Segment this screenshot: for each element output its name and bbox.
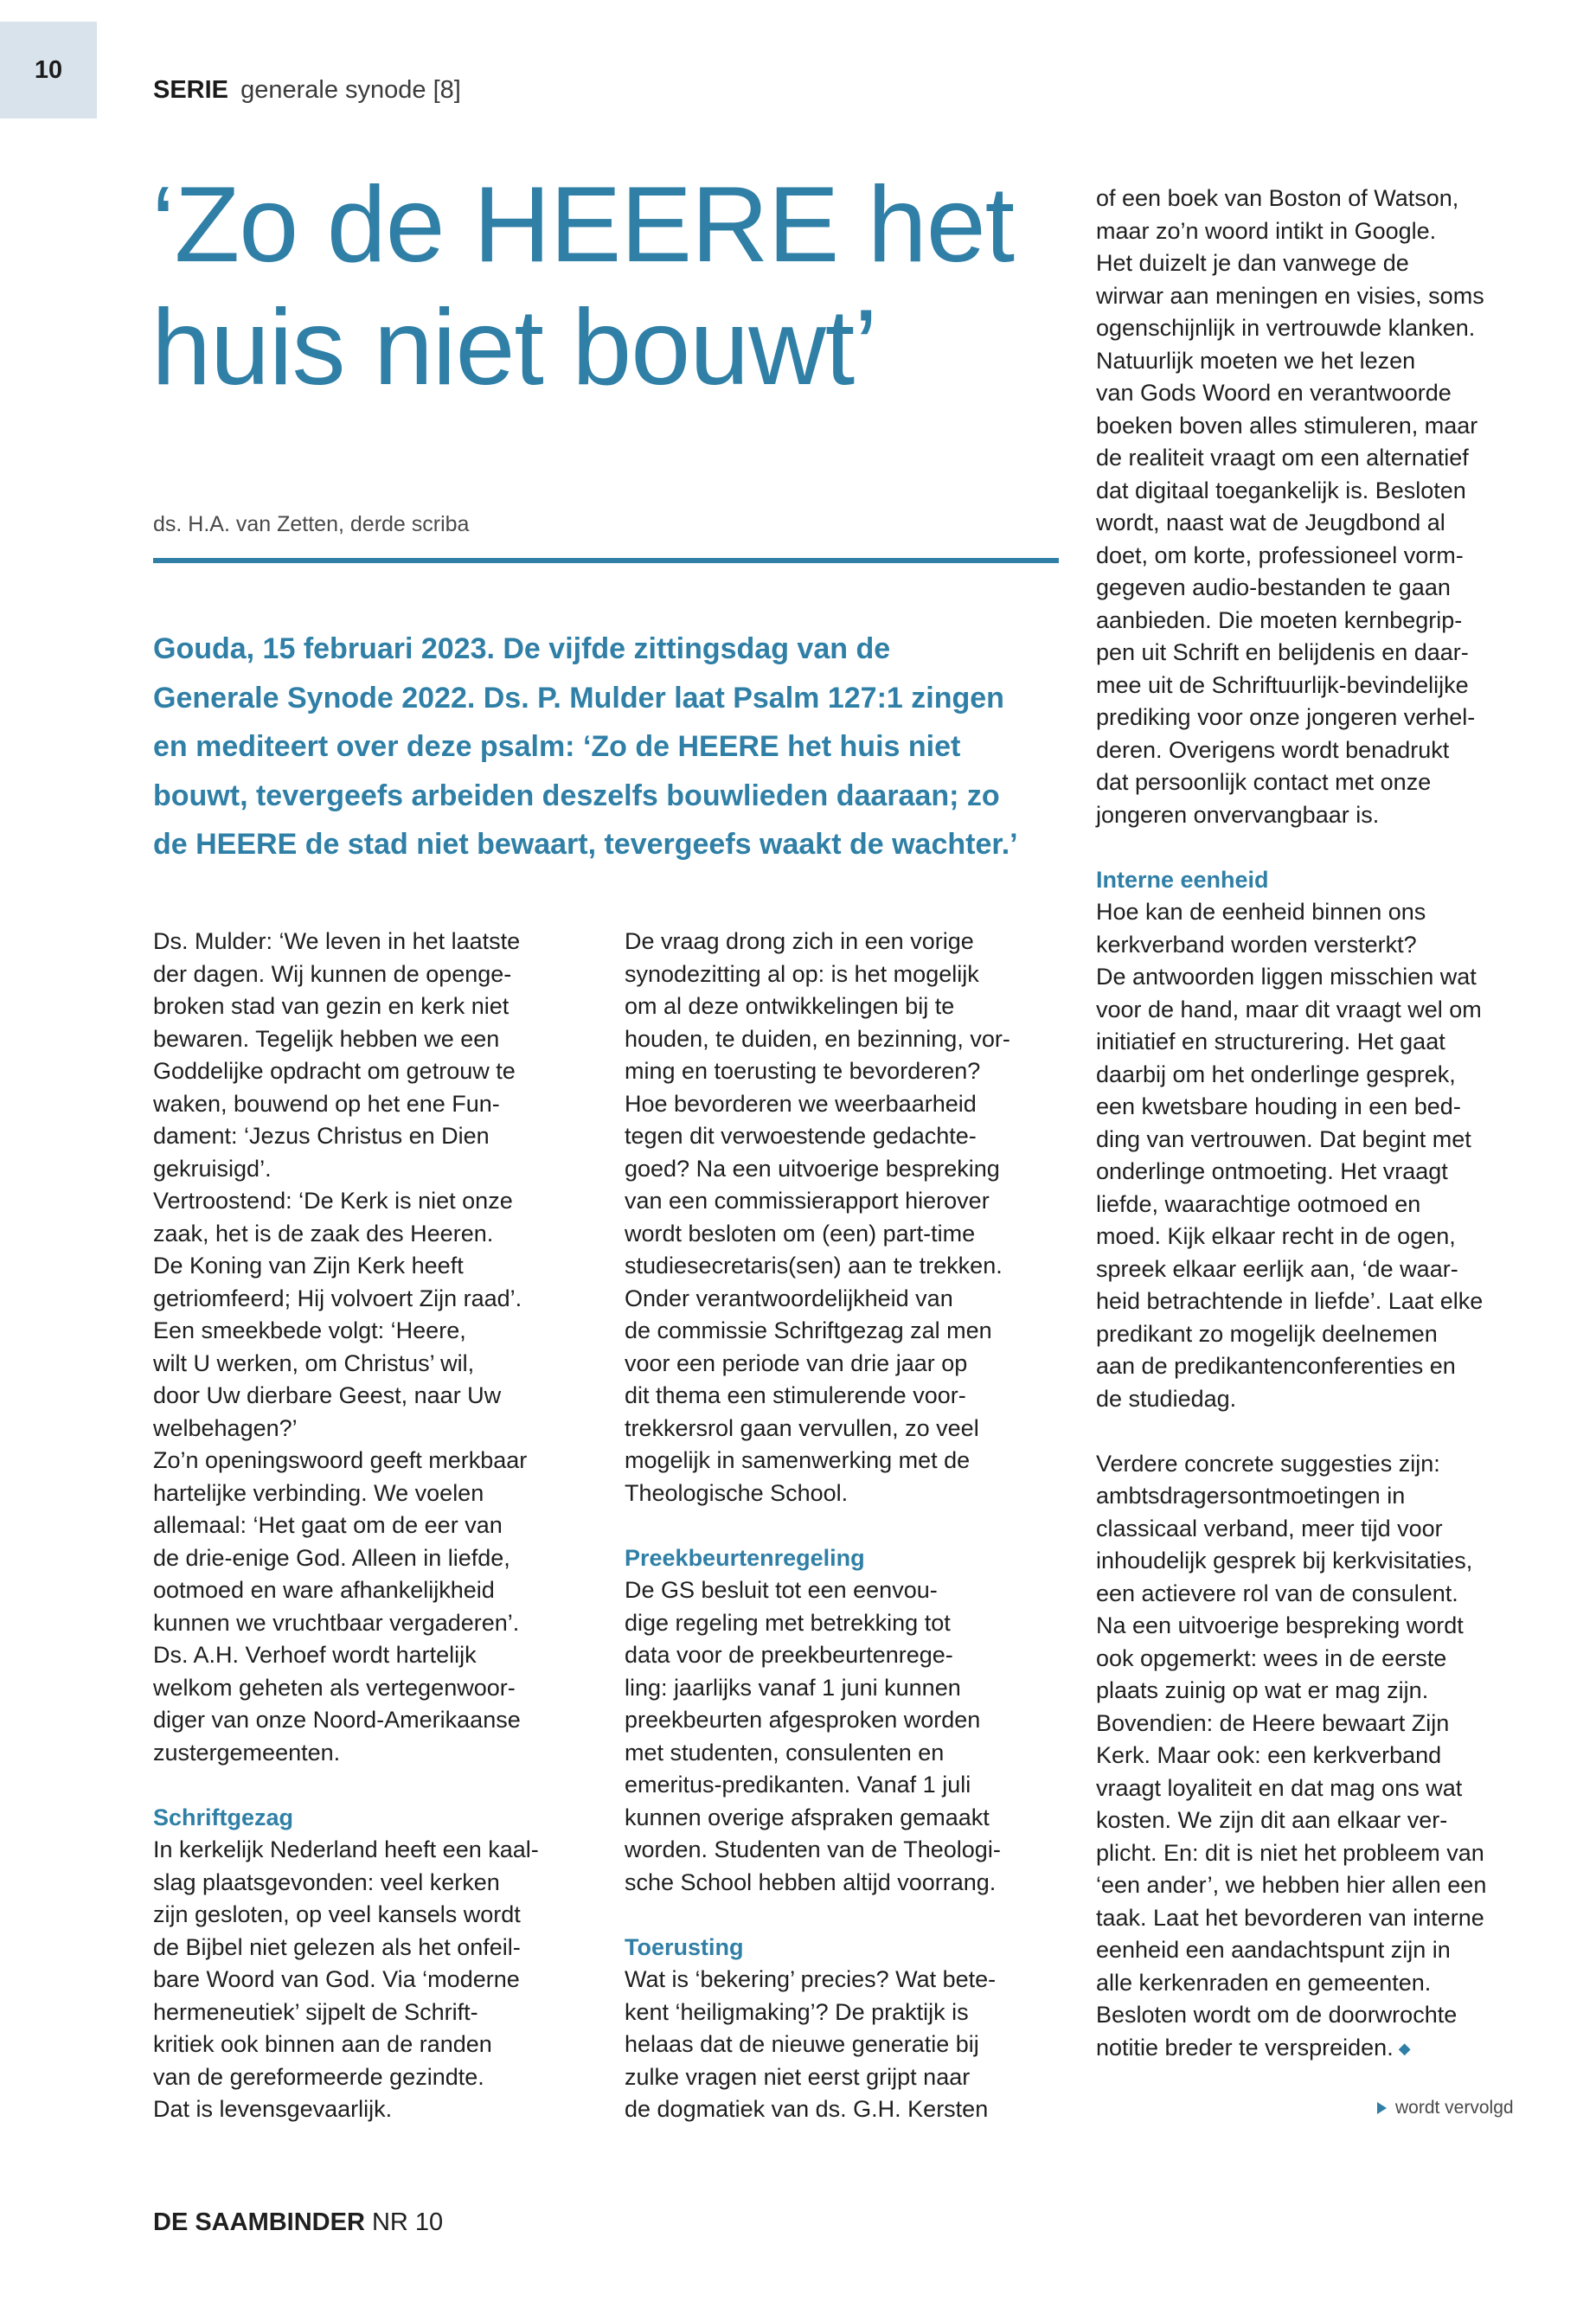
text-line: synodezitting al op: is het mogelijk xyxy=(625,960,979,987)
text-line: De vraag drong zich in een vorige xyxy=(625,928,974,954)
text-line: boeken boven alles stimuleren, maar xyxy=(1096,412,1478,439)
text-line: zijn gesloten, op veel kansels wordt xyxy=(153,1901,521,1927)
text-line: wordt, naast wat de Jeugdbond al xyxy=(1096,510,1445,535)
text-line: zulke vragen niet eerst grijpt naar xyxy=(625,2063,971,2090)
text-line: alle kerkenraden en gemeenten. xyxy=(1096,1969,1432,1996)
continued-note xyxy=(1377,2098,1514,2118)
text-line: een actievere rol van de consulent. xyxy=(1096,1580,1458,1606)
text-line: mogelijk in samenwerking met de xyxy=(625,1447,971,1473)
text-line: helaas dat de nieuwe generatie bij xyxy=(625,2031,979,2057)
text-line: jongeren onvervangbaar is. xyxy=(1096,801,1380,828)
text-line: Vertroostend: ‘De Kerk is niet onze xyxy=(153,1188,513,1214)
text-line: dit thema een stimulerende voor- xyxy=(625,1382,966,1408)
text-line: De antwoorden liggen misschien wat xyxy=(1096,964,1477,990)
text-line: Besloten wordt om de doorwrochte xyxy=(1096,2002,1458,2028)
text-line: Kerk. Maar ook: een kerkverband xyxy=(1096,1742,1442,1768)
text-line: Theologische School. xyxy=(625,1479,849,1506)
text-line: kunnen we vruchtbaar vergaderen’. xyxy=(153,1609,520,1636)
text-line: heid betrachtende in liefde’. Laat elke xyxy=(1096,1288,1484,1314)
text-line: een kwetsbare houding in een bed- xyxy=(1096,1093,1461,1119)
text-line: Onder verantwoordelijkheid van xyxy=(625,1285,953,1311)
text-line: Ds. A.H. Verhoef wordt hartelijk xyxy=(153,1642,477,1668)
text-line: ogenschijnlijk in vertrouwde klanken. xyxy=(1096,315,1476,341)
text-line: ‘een ander’, we hebben hier allen een xyxy=(1096,1872,1487,1898)
issue-number: NR 10 xyxy=(371,2208,444,2236)
text-line: Bovendien: de Heere bewaart Zijn xyxy=(1096,1709,1450,1736)
paragraph-gap xyxy=(1096,1415,1567,1448)
continued-text: wordt vervolgd xyxy=(1395,2098,1514,2118)
text-line: de Bijbel niet gelezen als het onfeil- xyxy=(153,1933,521,1960)
text-line: Zo’n openingswoord geeft merkbaar xyxy=(153,1447,528,1473)
text-line: kunnen overige afspraken gemaakt xyxy=(625,1804,990,1830)
text-line: studiesecretaris(sen) aan te trekken. xyxy=(625,1253,1003,1279)
paragraph-gap xyxy=(625,1509,1074,1542)
text-line: onderlinge ontmoeting. Het vraagt xyxy=(1096,1158,1448,1184)
lead-line: Gouda, 15 februari 2023. De vijfde zittingsdag van de xyxy=(153,632,891,665)
text-line: data voor de preekbeurtenrege- xyxy=(625,1642,953,1668)
text-line: goed? Na een uitvoerige bespreking xyxy=(625,1155,1000,1182)
text-line: aan de predikantenconferenties en xyxy=(1096,1353,1456,1379)
text-line: Wat is ‘bekering’ precies? Wat bete- xyxy=(625,1966,997,1992)
text-line: tegen dit verwoestende gedachte- xyxy=(625,1123,977,1149)
text-line: zustergemeenten. xyxy=(153,1739,341,1766)
byline: ds. H.A. van Zetten, derde scriba xyxy=(153,512,470,536)
title-line: huis niet bouwt’ xyxy=(151,288,877,407)
text-line: gekruisigd’. xyxy=(153,1155,272,1182)
text-line: dament: ‘Jezus Christus en Dien xyxy=(153,1123,490,1149)
divider xyxy=(153,558,1059,563)
text-line: ding van vertrouwen. Dat begint met xyxy=(1096,1125,1471,1152)
text-line: voor een periode van drie jaar op xyxy=(625,1349,968,1376)
lead-paragraph xyxy=(153,625,1070,869)
section-heading: Interne eenheid xyxy=(1096,866,1269,893)
text-line: ling: jaarlijks vanaf 1 juni kunnen xyxy=(625,1674,961,1701)
text-line: eenheid een aandachtspunt zijn in xyxy=(1096,1937,1451,1963)
text-line: sche School hebben altijd voorrang. xyxy=(625,1868,997,1895)
text-line: mee uit de Schriftuurlijk-bevindelijke xyxy=(1096,671,1469,698)
text-line: dat digitaal toegankelijk is. Besloten xyxy=(1096,477,1466,503)
section-heading: Toerusting xyxy=(625,1933,744,1960)
text-line: maar zo’n woord intikt in Google. xyxy=(1096,217,1437,244)
text-line: Een smeekbede volgt: ‘Heere, xyxy=(153,1317,466,1343)
lead-line: bouwt, tevergeefs arbeiden deszelfs bouwlieden daaraan; zo xyxy=(153,779,1000,812)
paragraph-gap xyxy=(625,1899,1074,1932)
text-line: door Uw dierbare Geest, naar Uw xyxy=(153,1382,502,1408)
text-line: Dat is levensgevaarlijk. xyxy=(153,2096,393,2122)
text-line: kerkverband worden versterkt? xyxy=(1096,931,1417,958)
column-2 xyxy=(625,926,1074,2126)
text-line: wordt besloten om (een) part-time xyxy=(625,1220,976,1247)
text-line: de drie-enige God. Alleen in liefde, xyxy=(153,1544,510,1571)
arrow-right-icon xyxy=(1377,2102,1387,2114)
text-line: liefde, waarachtige ootmoed en xyxy=(1096,1190,1421,1217)
text-line: wilt U werken, om Christus’ wil, xyxy=(153,1349,475,1376)
series-label: SERIE xyxy=(153,76,229,104)
text-line: De GS besluit tot een eenvou- xyxy=(625,1577,938,1603)
column-3 xyxy=(1096,183,1567,2064)
text-line: van een commissierapport hierover xyxy=(625,1188,990,1214)
page-number-tab xyxy=(0,22,97,119)
text-line: wirwar aan meningen en visies, soms xyxy=(1096,282,1484,309)
text-line: spreek elkaar eerlijk aan, ‘de waar- xyxy=(1096,1255,1458,1282)
text-line: hermeneutiek’ sijpelt de Schrift- xyxy=(153,1998,478,2025)
text-line: welbehagen?’ xyxy=(153,1414,298,1441)
text-line: voor de hand, maar dit vraagt wel om xyxy=(1096,996,1482,1022)
text-line: preekbeurten afgesproken worden xyxy=(625,1707,981,1733)
text-line: aanbieden. Die moeten kernbegrip- xyxy=(1096,606,1463,633)
text-line: trekkersrol gaan vervullen, zo veel xyxy=(625,1414,979,1441)
text-line: kent ‘heiligmaking’? De praktijk is xyxy=(625,1998,969,2025)
text-line: kritiek ook binnen aan de randen xyxy=(153,2031,492,2057)
text-line: kosten. We zijn dit aan elkaar ver- xyxy=(1096,1807,1448,1833)
text-line: inhoudelijk gesprek bij kerkvisitaties, xyxy=(1096,1548,1473,1574)
lead-line: de HEERE de stad niet bewaart, tevergeefs waakt de wachter.’ xyxy=(153,828,1018,861)
page-number: 10 xyxy=(34,55,63,84)
text-line: taak. Laat het bevorderen van interne xyxy=(1096,1904,1484,1931)
article-title xyxy=(151,165,1068,417)
section-heading: Preekbeurtenregeling xyxy=(625,1544,865,1571)
text-line: plaats zuinig op wat er mag zijn. xyxy=(1096,1677,1429,1703)
text-line: predikant zo mogelijk deelnemen xyxy=(1096,1320,1438,1347)
text-line: notitie breder te verspreiden. ◆ xyxy=(1096,2034,1411,2061)
text-line: prediking voor onze jongeren verhel- xyxy=(1096,704,1476,730)
text-line: broken stad van gezin en kerk niet xyxy=(153,993,510,1019)
text-line: diger van onze Noord-Amerikaanse xyxy=(153,1707,521,1733)
paragraph-gap xyxy=(153,1769,603,1802)
column-1 xyxy=(153,926,603,2126)
text-line: dat persoonlijk contact met onze xyxy=(1096,769,1432,795)
text-line: Ds. Mulder: ‘We leven in het laatste xyxy=(153,928,521,954)
text-line: deren. Overigens wordt benadrukt xyxy=(1096,736,1450,763)
text-line: met studenten, consulenten en xyxy=(625,1739,945,1766)
text-line: daarbij om het onderlinge gesprek, xyxy=(1096,1061,1456,1087)
text-line: bewaren. Tegelijk hebben we een xyxy=(153,1025,500,1052)
text-line: ambtsdragersontmoetingen in xyxy=(1096,1483,1406,1509)
text-line: ootmoed en ware afhankelijkheid xyxy=(153,1577,495,1603)
text-line: Goddelijke opdracht om getrouw te xyxy=(153,1058,516,1084)
text-line: Natuurlijk moeten we het lezen xyxy=(1096,347,1416,374)
text-line: worden. Studenten van de Theologi- xyxy=(625,1836,1001,1862)
text-line: van Gods Woord en verantwoorde xyxy=(1096,380,1452,406)
text-line: slag plaatsgevonden: veel kerken xyxy=(153,1868,500,1895)
text-line: allemaal: ‘Het gaat om de eer van xyxy=(153,1512,503,1538)
text-line: de commissie Schriftgezag zal men xyxy=(625,1317,992,1343)
text-line: moed. Kijk elkaar recht in de ogen, xyxy=(1096,1223,1456,1249)
lead-line: en mediteert over deze psalm: ‘Zo de HEERE het huis niet xyxy=(153,730,961,763)
text-line: hartelijke verbinding. We voelen xyxy=(153,1479,484,1506)
text-line: waken, bouwend op het ene Fun- xyxy=(153,1090,500,1117)
text-line: ook opgemerkt: wees in de eerste xyxy=(1096,1644,1447,1671)
text-line: doet, om korte, professioneel vorm- xyxy=(1096,542,1464,568)
text-line: de dogmatiek van ds. G.H. Kersten xyxy=(625,2096,989,2122)
text-line: emeritus-predikanten. Vanaf 1 juli xyxy=(625,1772,971,1798)
text-line: dige regeling met betrekking tot xyxy=(625,1609,951,1636)
end-mark-icon: ◆ xyxy=(1398,2039,1411,2057)
text-line: pen uit Schrift en belijdenis en daar- xyxy=(1096,639,1469,665)
text-line: der dagen. Wij kunnen de openge- xyxy=(153,960,512,987)
text-line: Hoe bevorderen we weerbaarheid xyxy=(625,1090,977,1117)
text-line: bare Woord van God. Via ‘moderne xyxy=(153,1966,520,1992)
text-line: van de gereformeerde gezindte. xyxy=(153,2063,484,2090)
text-line: ming en toerusting te bevorderen? xyxy=(625,1058,981,1084)
text-line: Verdere concrete suggesties zijn: xyxy=(1096,1450,1440,1477)
text-line: gegeven audio-bestanden te gaan xyxy=(1096,574,1451,600)
footer xyxy=(153,2208,443,2237)
text-line: welkom geheten als vertegenwoor- xyxy=(153,1674,516,1701)
text-line: houden, te duiden, en bezinning, vor- xyxy=(625,1025,1010,1052)
paragraph-gap xyxy=(1096,831,1567,864)
text-line: of een boek van Boston of Watson, xyxy=(1096,185,1459,211)
text-line: plicht. En: dit is niet het probleem van xyxy=(1096,1839,1484,1866)
text-line: zaak, het is de zaak des Heeren. xyxy=(153,1220,494,1247)
text-line: de studiedag. xyxy=(1096,1385,1237,1412)
text-line: de realiteit vraagt om een alternatief xyxy=(1096,445,1469,471)
text-line: initiatief en structurering. Het gaat xyxy=(1096,1029,1445,1054)
text-line: Het duizelt je dan vanwege de xyxy=(1096,250,1409,276)
magazine-name: DE SAAMBINDER xyxy=(153,2208,365,2236)
text-line: getriomfeerd; Hij volvoert Zijn raad’. xyxy=(153,1285,522,1311)
section-heading: Schriftgezag xyxy=(153,1804,294,1830)
text-line: vraagt loyaliteit en dat mag ons wat xyxy=(1096,1774,1463,1801)
text-line: classicaal verband, meer tijd voor xyxy=(1096,1515,1443,1541)
title-line: ‘Zo de HEERE het xyxy=(151,165,1015,285)
text-line: De Koning van Zijn Kerk heeft xyxy=(153,1253,464,1279)
series-title: generale synode [8] xyxy=(240,76,461,104)
text-line: Hoe kan de eenheid binnen ons xyxy=(1096,899,1426,925)
lead-line: Generale Synode 2022. Ds. P. Mulder laat Psalm 127:1 zingen xyxy=(153,681,1004,715)
text-line: Na een uitvoerige bespreking wordt xyxy=(1096,1612,1464,1638)
series-header xyxy=(153,76,461,105)
text-line: In kerkelijk Nederland heeft een kaal- xyxy=(153,1836,539,1862)
text-line: om al deze ontwikkelingen bij te xyxy=(625,993,955,1019)
